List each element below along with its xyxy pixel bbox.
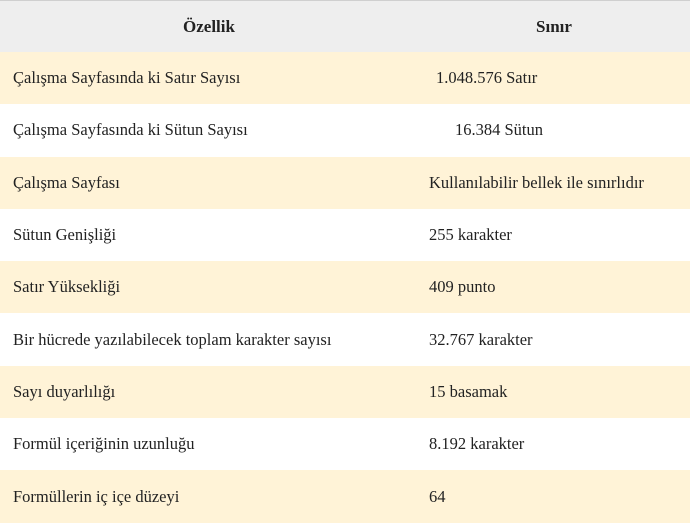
table-row — [0, 157, 690, 209]
limit-cell: 409 punto — [418, 261, 690, 313]
limit-cell: 15 basamak — [418, 366, 690, 418]
feature-cell: Satır Yüksekliği — [0, 261, 418, 313]
limit-cell: 255 karakter — [418, 209, 690, 261]
feature-cell: Formüllerin iç içe düzeyi — [0, 470, 418, 522]
table-row — [0, 209, 690, 261]
limit-cell: Kullanılabilir bellek ile sınırlıdır — [418, 157, 690, 209]
limit-cell: 32.767 karakter — [418, 313, 690, 365]
feature-cell: Sayı duyarlılığı — [0, 366, 418, 418]
limit-cell: 64 — [418, 470, 690, 522]
table-row — [0, 104, 690, 156]
table-row — [0, 418, 690, 470]
feature-cell: Çalışma Sayfasında ki Satır Sayısı — [0, 52, 418, 104]
limit-cell: 16.384 Sütun — [418, 104, 690, 156]
header-row — [0, 1, 690, 53]
header-feature: Özellik — [0, 1, 418, 53]
table-row — [0, 470, 690, 522]
feature-cell: Bir hücrede yazılabilecek toplam karakter sayısı — [0, 313, 418, 365]
table-row — [0, 52, 690, 104]
table-row — [0, 366, 690, 418]
table-header — [0, 1, 690, 53]
table-body — [0, 52, 690, 523]
limit-cell: 8.192 karakter — [418, 418, 690, 470]
limit-cell: 1.048.576 Satır — [418, 52, 690, 104]
feature-cell: Çalışma Sayfası — [0, 157, 418, 209]
feature-cell: Sütun Genişliği — [0, 209, 418, 261]
header-limit: Sınır — [418, 1, 690, 53]
feature-cell: Formül içeriğinin uzunluğu — [0, 418, 418, 470]
table-row — [0, 261, 690, 313]
table-row — [0, 313, 690, 365]
feature-cell: Çalışma Sayfasında ki Sütun Sayısı — [0, 104, 418, 156]
